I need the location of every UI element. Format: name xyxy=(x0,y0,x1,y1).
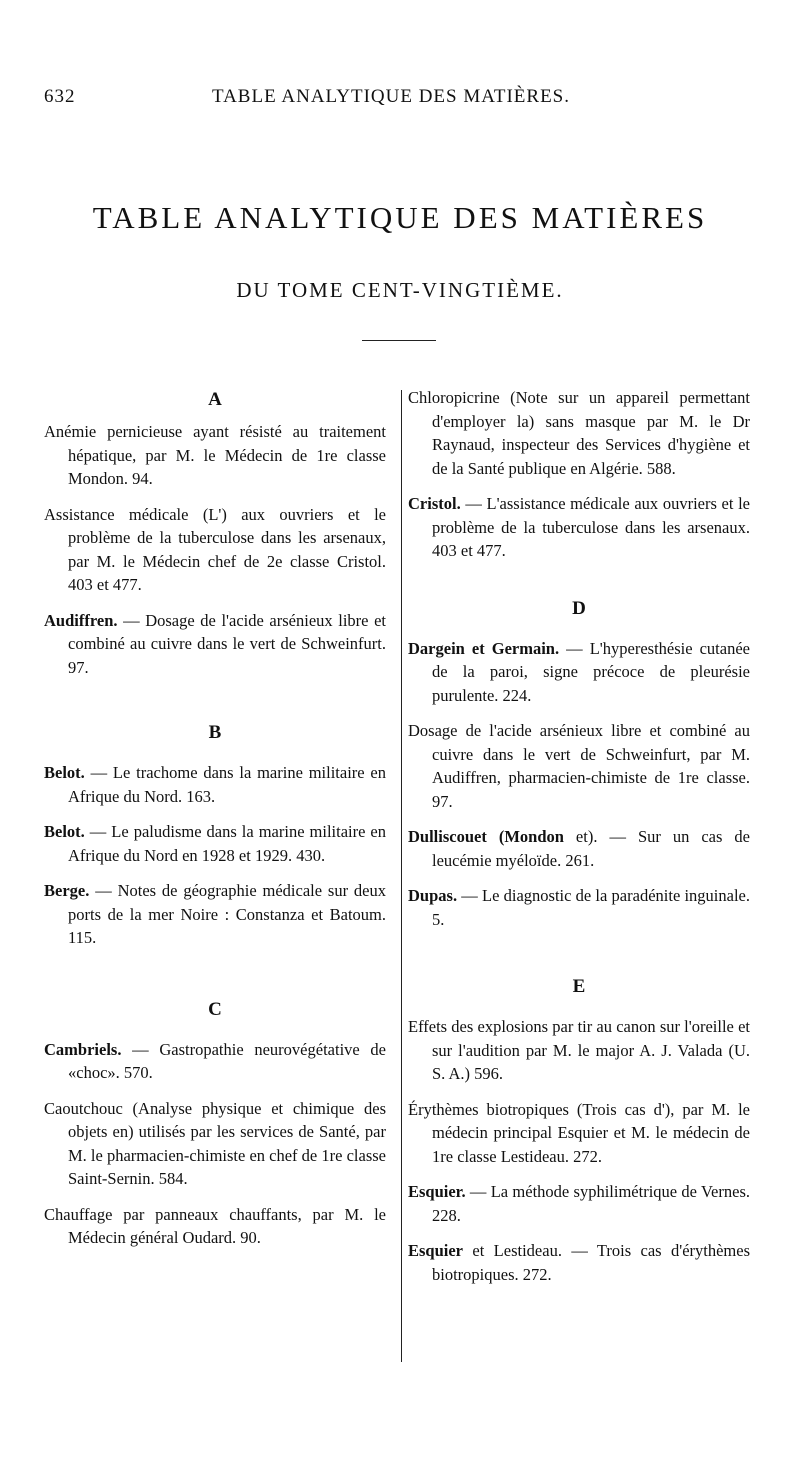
index-entry xyxy=(44,1038,386,1085)
entry-text: — Notes de géographie médicale sur deux ports de la mer Noire : Constanza et Batoum. 115. xyxy=(68,881,386,947)
entry-text: et). — Sur un cas de leucémie myéloïde. 261. xyxy=(432,827,751,870)
spacer xyxy=(408,575,750,595)
index-entry xyxy=(408,1239,750,1286)
column-divider xyxy=(401,390,402,1362)
entry-head: Dulliscouet (Mondon xyxy=(408,827,564,846)
entry-head: Audiffren. xyxy=(44,610,118,630)
left-column xyxy=(44,386,386,1262)
index-entry xyxy=(44,761,386,808)
section-letter-c: C xyxy=(208,998,222,1020)
entry-head: Dupas. xyxy=(408,886,458,905)
index-entry xyxy=(44,1203,386,1250)
index-entry xyxy=(408,1098,750,1169)
entry-text: — L'assistance médicale aux ouvriers et le problème de la tuberculose dans les arsenaux. 403 et 477. xyxy=(432,494,750,560)
spacer xyxy=(408,1001,750,1015)
page-subtitle: DU TOME CENT-VINGTIÈME. xyxy=(236,278,564,302)
index-entry xyxy=(408,825,750,872)
entry-head: Esquier xyxy=(408,1241,464,1260)
entry-head: Esquier. xyxy=(408,1182,466,1201)
entry-head: Belot. xyxy=(44,822,85,841)
index-entry xyxy=(44,420,386,491)
index-entry xyxy=(408,1015,750,1086)
entry-head: Cristol. xyxy=(408,494,461,513)
index-entry xyxy=(408,637,750,708)
entry-text: et Lestideau. — Trois cas d'érythèmes biotropiques. 272. xyxy=(432,1241,750,1284)
index-entry xyxy=(408,719,750,813)
index-entry xyxy=(408,492,750,563)
title-rule xyxy=(362,340,436,341)
section-letter-b: B xyxy=(208,722,222,743)
entry-text: Anémie pernicieuse ayant résisté au traitement hépatique, par M. le Médecin de 1re classe Mondon. 94. xyxy=(44,422,386,488)
entry-head: Berge. xyxy=(44,881,90,900)
entry-text: — Le diagnostic de la paradénite inguinale. 5. xyxy=(432,886,750,929)
entry-text: — Le paludisme dans la marine militaire en Afrique du Nord en 1928 et 1929. 430. xyxy=(68,822,386,865)
index-entry xyxy=(44,1097,386,1191)
entry-text: Dosage de l'acide arsénieux libre et combiné au cuivre dans le vert de Schweinfurt, par M. Audiffren, pharmacien-chimiste de 1re classe. 97. xyxy=(408,721,750,811)
spacer xyxy=(44,962,386,996)
index-entry xyxy=(44,609,386,680)
entry-text: — Le trachome dans la marine militaire en Afrique du Nord. 163. xyxy=(68,763,386,806)
right-column xyxy=(408,386,750,1298)
section-letter-e: E xyxy=(572,976,586,997)
entry-head: Belot. xyxy=(44,763,85,782)
spacer xyxy=(408,943,750,973)
entry-text: — L'hyperesthésie cutanée de la paroi, signe précoce de pleurésie purulente. 224. xyxy=(432,638,750,705)
index-entry xyxy=(408,386,750,480)
index-entry xyxy=(44,503,386,597)
entry-text: Chloropicrine (Note sur un appareil permettant d'employer la) sans masque par M. le Dr Raynaud, inspecteur des Services d'hygiène et de la Santé publique en Algérie. 588. xyxy=(408,388,750,478)
spacer xyxy=(408,623,750,637)
entry-text: — La méthode syphilimétrique de Vernes. 228. xyxy=(432,1182,750,1225)
page-number: 632 xyxy=(44,86,76,107)
entry-head: Dargein et Germain. xyxy=(408,638,560,658)
entry-text: Caoutchouc (Analyse physique et chimique des objets en) utilisés par les services de Santé, par M. le pharmacien-chimiste en chef de 1re classe Saint-Sernin. 584. xyxy=(44,1098,386,1188)
spacer xyxy=(44,691,386,719)
index-entry xyxy=(408,884,750,931)
section-letter-d: D xyxy=(572,597,586,619)
index-entry xyxy=(408,1180,750,1227)
entry-head: Cambriels. xyxy=(44,1039,122,1059)
page-title: TABLE ANALYTIQUE DES MATIÈRES xyxy=(92,200,708,235)
entry-text: Chauffage par panneaux chauffants, par M. le Médecin général Oudard. 90. xyxy=(44,1204,386,1247)
running-head-title: TABLE ANALYTIQUE DES MATIÈRES. xyxy=(212,86,571,107)
entry-text: Érythèmes biotropiques (Trois cas d'), par M. le médecin principal Esquier et M. le médecin de 1re classe Lestideau. 272. xyxy=(408,1099,750,1166)
index-entry xyxy=(44,879,386,950)
entry-text: — Gastropathie neurovégétative de «choc». 570. xyxy=(68,1039,386,1082)
index-entry xyxy=(44,820,386,867)
entry-text: Effets des explosions par tir au canon sur l'oreille et sur l'audition par M. le major A. J. Valada (U. S. A.) 596. xyxy=(408,1017,750,1083)
spacer xyxy=(44,747,386,761)
spacer xyxy=(44,1024,386,1038)
entry-text: — Dosage de l'acide arsénieux libre et combiné au cuivre dans le vert de Schweinfurt. 97. xyxy=(68,610,386,677)
entry-text: Assistance médicale (L') aux ouvriers et le problème de la tuberculose dans les arsenaux, par M. le Médecin chef de 2e classe Cristol. 403 et 477. xyxy=(44,504,386,594)
section-letter-a: A xyxy=(208,389,222,410)
